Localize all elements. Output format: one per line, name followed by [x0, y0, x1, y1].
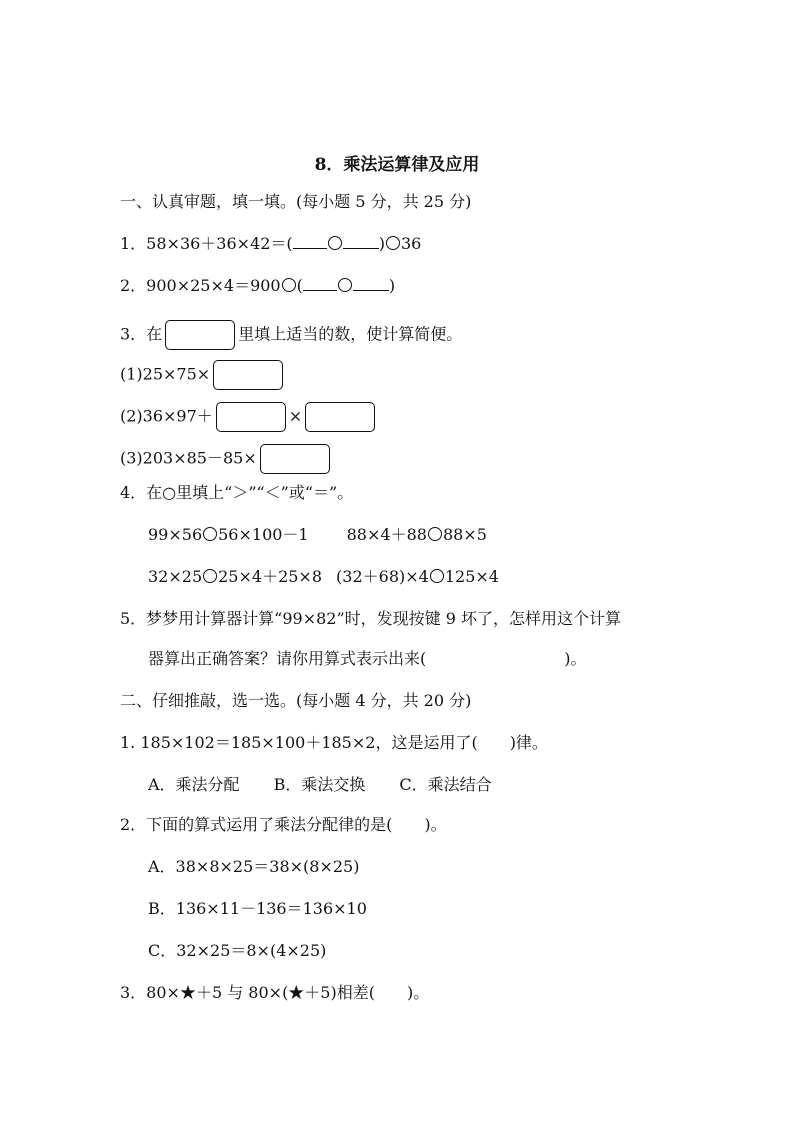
q1-close: )	[378, 234, 385, 253]
q4-r2a-right: 25×4＋25×8	[218, 567, 323, 586]
q2-close: )	[388, 276, 396, 295]
q3-p3-box[interactable]	[260, 444, 330, 474]
q3-part-2	[120, 402, 378, 432]
q2-lead: 2．900×25×4＝900	[120, 276, 281, 295]
q1-blank-1[interactable]	[293, 234, 327, 249]
question-2	[120, 276, 395, 296]
q4-r2a-left: 32×25	[148, 567, 203, 586]
s2-question-3: 3．80×★＋5 与 80×(★＋5)相差( )。	[120, 983, 430, 1002]
q4-r1b-left: 88×4＋88	[346, 525, 427, 544]
s2q2-option-a[interactable]: A．38×8×25＝38×(8×25)	[148, 857, 360, 876]
s2q1-option-b[interactable]: B．乘法交换	[273, 775, 366, 794]
q5-line2-tail: )。	[564, 649, 587, 668]
q1-blank-2[interactable]	[343, 234, 379, 249]
question-3	[120, 320, 462, 350]
q1-lead: 1．58×36＋36×42＝(	[120, 234, 293, 253]
q3-part-3	[120, 444, 333, 474]
q3-p1-text: (1)25×75×	[120, 364, 211, 384]
s2-question-2: 2．下面的算式运用了乘法分配律的是( )。	[120, 815, 447, 834]
q5-line2-lead: 器算出正确答案？请你用算式表示出来(	[148, 649, 427, 668]
s2q1-option-c[interactable]: C．乘法结合	[399, 775, 492, 794]
q3-prefix: 3．在	[120, 324, 163, 344]
q4-r2b-circle[interactable]	[430, 569, 444, 583]
s2q2-option-c[interactable]: C．32×25＝8×(4×25)	[148, 941, 327, 960]
q4-r2b-left: (32＋68)×4	[336, 567, 429, 586]
q2-blank-1[interactable]	[303, 276, 337, 291]
s2q1-options	[148, 775, 492, 795]
section-1-header: 一、认真审题，填一填。(每小题 5 分，共 25 分)	[120, 192, 472, 211]
q2-circle-2[interactable]	[338, 278, 352, 292]
q4-row-2	[148, 567, 499, 587]
question-5-line-2	[148, 649, 587, 669]
s2q2-option-b[interactable]: B．136×11－136＝136×10	[148, 899, 367, 918]
q4-r2a-circle[interactable]	[203, 569, 217, 583]
question-5-line-1: 5．梦梦用计算器计算“99×82”时，发现按键 9 坏了，怎样用这个计算	[120, 609, 622, 628]
q1-circle-2[interactable]	[386, 236, 400, 250]
q2-circle-1[interactable]	[282, 278, 296, 292]
question-1	[120, 234, 421, 254]
q4-r1a-left: 99×56	[148, 525, 203, 544]
s2q1-option-a[interactable]: A．乘法分配	[148, 775, 240, 794]
q3-suffix: 里填上适当的数，使计算简便。	[238, 324, 463, 344]
q3-p3-text: (3)203×85－85×	[120, 448, 257, 468]
question-4: 4．在○里填上“＞”“＜”或“＝”。	[120, 483, 354, 502]
q4-r1a-right: 56×100－1	[218, 525, 309, 544]
q3-p2-box-2[interactable]	[305, 402, 375, 432]
q3-part-1	[120, 360, 286, 390]
section-2-header: 二、仔细推敲，选一选。(每小题 4 分，共 20 分)	[120, 691, 472, 710]
q4-row-1	[148, 525, 487, 545]
q4-r1a-circle[interactable]	[203, 527, 217, 541]
page-title: 8．乘法运算律及应用	[314, 155, 480, 175]
q4-r2b-right: 125×4	[444, 567, 499, 586]
q2-blank-2[interactable]	[353, 276, 389, 291]
q4-r1b-circle[interactable]	[428, 527, 442, 541]
q3-p1-box[interactable]	[213, 360, 283, 390]
q3-p2-text: (2)36×97＋	[120, 406, 213, 426]
q1-tail: 36	[400, 234, 422, 253]
q4-r1b-right: 88×5	[442, 525, 487, 544]
q1-circle-1[interactable]	[328, 236, 342, 250]
q3-p2-box-1[interactable]	[216, 402, 286, 432]
q2-open: (	[296, 276, 303, 295]
s2-question-1: 1. 185×102＝185×100＋185×2，这是运用了( )律。	[120, 733, 548, 752]
q3-example-box	[165, 320, 235, 350]
q3-p2-times: ×	[288, 406, 303, 426]
